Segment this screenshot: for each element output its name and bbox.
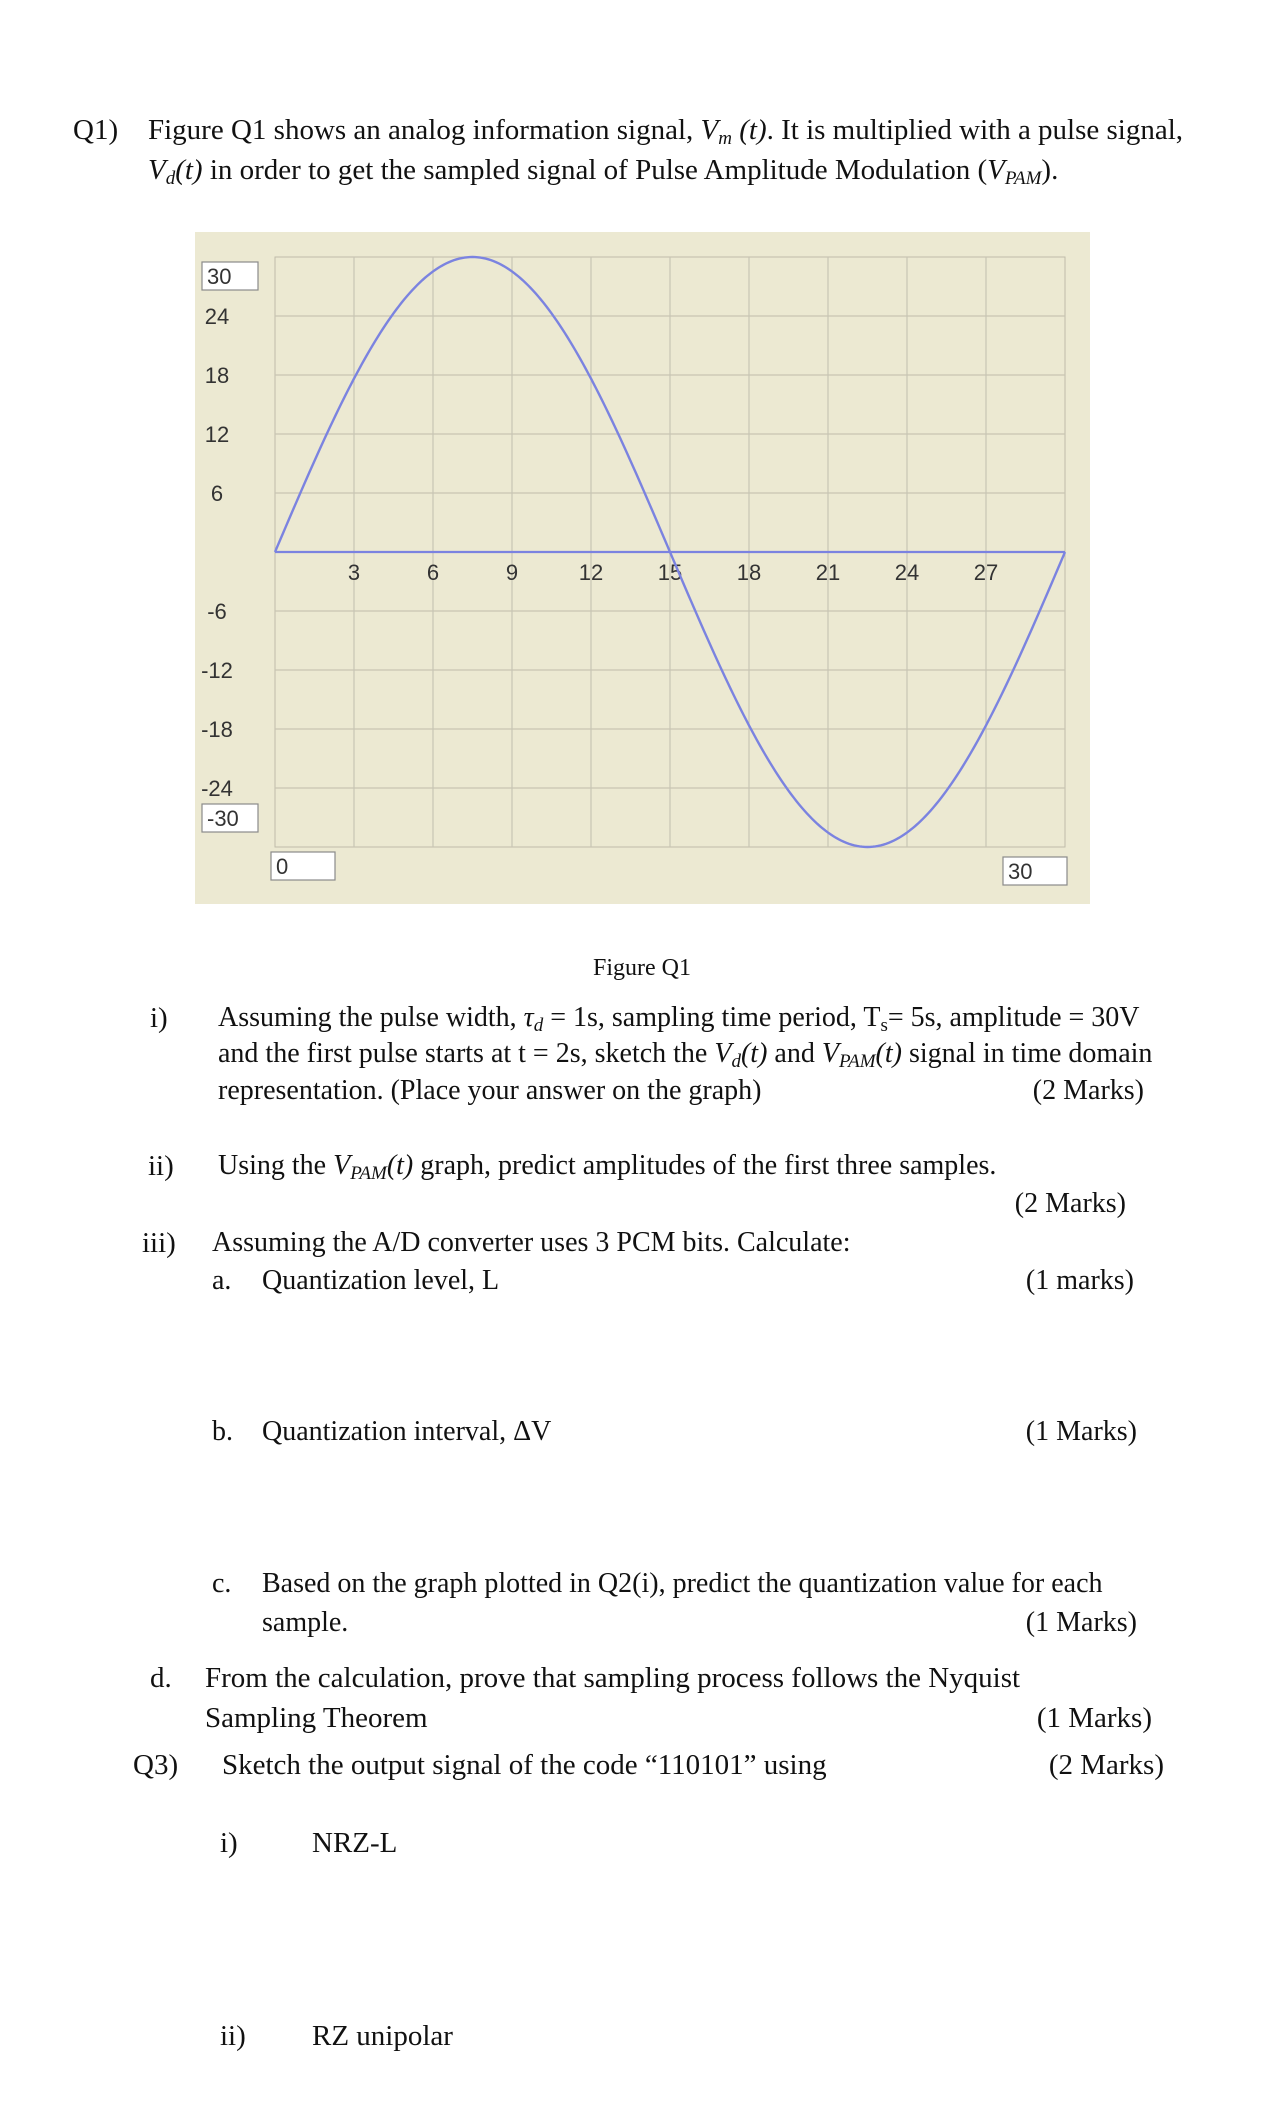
q1-vd-sub: d: [165, 168, 176, 189]
q3-ii-text: RZ unipolar: [312, 2020, 453, 2052]
q1-text-line1: [148, 112, 1183, 157]
x-max-label: 30: [1008, 859, 1033, 884]
q1-vm-sub: m: [718, 128, 732, 149]
x-tick-label: 9: [505, 560, 519, 585]
part-d-line1: From the calculation, prove that sampling process follows the Nyquist: [205, 1662, 1021, 1694]
part-i-line1-c: = 5s, amplitude = 30V: [887, 1002, 1140, 1033]
x-tick-label: 3: [347, 560, 361, 585]
q1-line1-a: Figure Q1 shows an analog information signal,: [148, 114, 701, 146]
y-max-label: 30: [207, 264, 232, 289]
q3-number: Q3): [133, 1749, 179, 1781]
ts-sub: s: [880, 1015, 888, 1036]
part-iii-c-line2: sample.: [262, 1607, 349, 1638]
part-iii-c-label: c.: [212, 1568, 232, 1599]
part-ii-vpam-symbol: V: [333, 1150, 351, 1181]
q3-i-text: NRZ-L: [312, 1827, 398, 1859]
q1-vm-symbol: V: [700, 114, 719, 146]
part-ii-a: Using the: [218, 1150, 334, 1181]
part-iii-c-marks: (1 Marks): [1025, 1607, 1137, 1638]
q1-line2-a: in order to get the sampled signal of Pulse Amplitude Modulation (: [202, 154, 988, 186]
y-tick-label: -12: [201, 658, 233, 683]
q3-marks: (2 Marks): [1048, 1749, 1164, 1781]
q3-i-number: i): [220, 1827, 238, 1859]
q1-number: Q1): [73, 114, 119, 146]
x-tick-label: 18: [736, 560, 762, 585]
q3-ii-number: ii): [220, 2020, 246, 2052]
y-tick-label: -6: [207, 599, 227, 624]
part-i-vpam-t: (t): [875, 1038, 902, 1069]
part-iii-a-text: Quantization level, L: [262, 1265, 500, 1296]
part-iii-number: iii): [142, 1227, 176, 1259]
part-i-line2-a: and the first pulse starts at t = 2s, sketch the: [218, 1038, 715, 1069]
part-i-vd-t: (t): [740, 1038, 768, 1069]
q1-text-line2: [148, 152, 1058, 197]
part-ii-text: [218, 1148, 996, 1192]
tau-symbol: τ: [523, 1002, 534, 1033]
part-iii-b-text: Quantization interval, ΔV: [262, 1416, 552, 1447]
y-tick-label: 12: [204, 422, 230, 447]
part-ii-vpam-t: (t): [386, 1150, 414, 1181]
q1-line1-b: . It is multiplied with a pulse signal,: [766, 114, 1184, 146]
part-i-line1-a: Assuming the pulse width,: [218, 1002, 524, 1033]
part-iii-text: Assuming the A/D converter uses 3 PCM bits. Calculate:: [212, 1227, 851, 1258]
y-tick-label: 24: [204, 304, 230, 329]
x-tick-label: 6: [426, 560, 440, 585]
figure-q1-chart: [195, 232, 1090, 904]
part-d-label: d.: [150, 1662, 172, 1694]
part-ii-number: ii): [148, 1150, 174, 1182]
part-i-line2-c: signal in time domain: [901, 1038, 1153, 1069]
part-ii-b: graph, predict amplitudes of the first three samples.: [413, 1150, 997, 1181]
part-i-line2-b: and: [767, 1038, 822, 1069]
part-iii-b-marks: (1 Marks): [1025, 1416, 1137, 1447]
q1-vd-t: (t): [175, 154, 203, 186]
part-i-line1-b: = 1s, sampling time period, T: [543, 1002, 881, 1033]
q1-line2-b: ).: [1041, 154, 1059, 186]
x-tick-label: 24: [894, 560, 920, 585]
x-tick-label: 21: [815, 560, 841, 585]
chart-background: [195, 232, 1090, 904]
y-tick-label: -18: [201, 717, 233, 742]
x-min-label: 0: [276, 854, 289, 879]
q1-vpam-sub: PAM: [1004, 168, 1042, 189]
y-tick-label: 6: [210, 481, 224, 506]
part-ii-vpam-sub: PAM: [350, 1163, 387, 1184]
y-tick-label: -24: [201, 776, 233, 801]
y-min-label: -30: [207, 806, 239, 831]
part-ii-marks: (2 Marks): [1014, 1188, 1126, 1219]
part-d-line2: Sampling Theorem: [205, 1702, 428, 1734]
part-i-number: i): [150, 1002, 168, 1034]
part-iii-a-marks: (1 marks): [1025, 1265, 1134, 1296]
x-tick-label: 27: [973, 560, 999, 585]
part-iii-a-label: a.: [212, 1265, 232, 1296]
x-tick-label: 12: [578, 560, 604, 585]
part-i-marks: (2 Marks): [1032, 1075, 1144, 1106]
tau-sub: d: [533, 1015, 544, 1036]
part-i-vd-sub: d: [731, 1051, 741, 1072]
part-i-vd-symbol: V: [714, 1038, 732, 1069]
q3-text: Sketch the output signal of the code “110101” using: [222, 1749, 827, 1781]
y-tick-label: 18: [204, 363, 230, 388]
part-iii-c-line1: Based on the graph plotted in Q2(i), predict the quantization value for each: [262, 1568, 1103, 1599]
part-i-vpam-sub: PAM: [838, 1051, 876, 1072]
part-d-marks: (1 Marks): [1036, 1702, 1152, 1734]
figure-caption: Figure Q1: [593, 955, 691, 981]
q1-vm-t: (t): [731, 114, 767, 146]
q1-vpam-symbol: V: [987, 154, 1005, 186]
x-tick-label: 15: [657, 560, 683, 585]
part-i-line3: representation. (Place your answer on the graph): [218, 1075, 762, 1106]
q1-vd-symbol: V: [148, 154, 166, 186]
part-i-vpam-symbol: V: [821, 1038, 839, 1069]
part-iii-b-label: b.: [212, 1416, 233, 1447]
